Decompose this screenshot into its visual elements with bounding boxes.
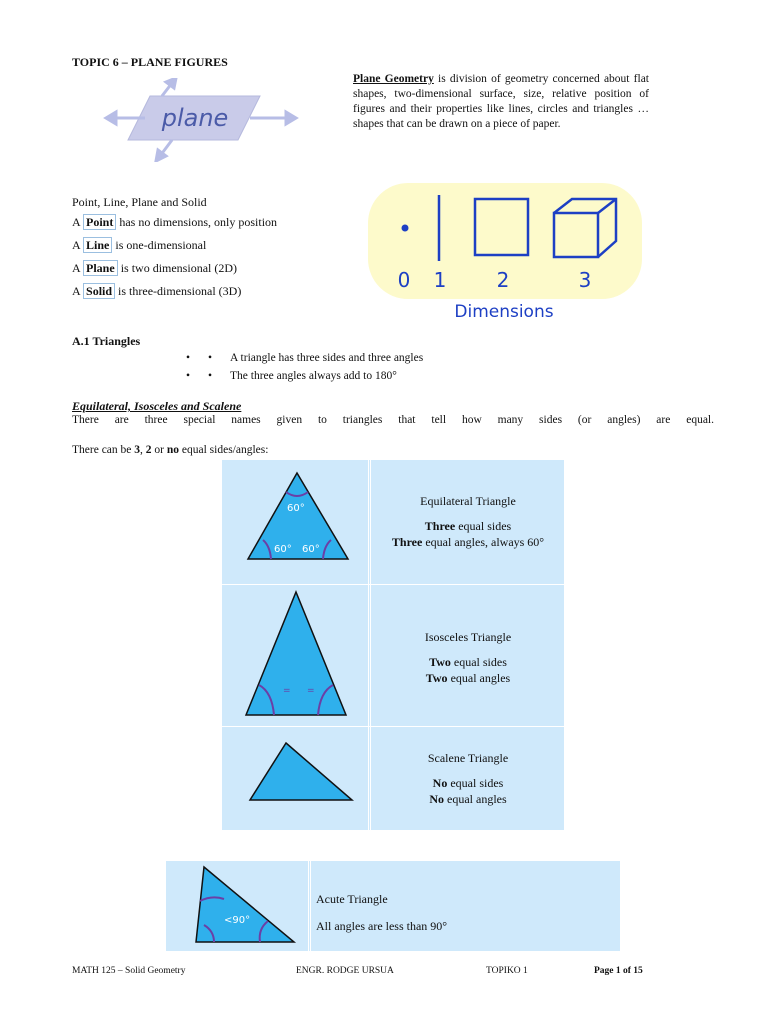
- dims-caption: Dimensions: [454, 302, 554, 322]
- acute-triangle-table: [166, 861, 620, 951]
- dim-label: 1: [433, 268, 447, 292]
- dims-heading: Point, Line, Plane and Solid: [72, 195, 207, 209]
- footer-topic: TOPIKO 1: [486, 966, 528, 976]
- svg-text:60°: 60°: [274, 544, 292, 555]
- point-mark: [402, 225, 409, 232]
- eis-heading: Equilateral, Isosceles and Scalene: [72, 399, 242, 413]
- dims-item: A Plane is two dimensional (2D): [72, 261, 238, 275]
- equilateral-triangle-icon: [246, 470, 354, 562]
- dims-item: A Solid is three-dimensional (3D): [72, 284, 242, 298]
- dim-label: 2: [496, 268, 510, 292]
- intro-paragraph: [353, 72, 649, 132]
- footer-page: Page 1 of 15: [594, 966, 643, 976]
- plane-graphic: [100, 78, 310, 162]
- eis-line: There can be 3, 2 or no equal sides/angles:: [72, 444, 269, 456]
- footer-course: MATH 125 – Solid Geometry: [72, 966, 186, 976]
- scalene-triangle-icon: [248, 740, 356, 804]
- topic-title: TOPIC 6 – PLANE FIGURES: [72, 55, 228, 69]
- footer-author: ENGR. RODGE URSUA: [296, 966, 394, 976]
- svg-text:=: =: [307, 686, 315, 696]
- list-item: • • A triangle has three sides and three angles: [186, 352, 424, 364]
- svg-text:=: =: [283, 686, 291, 696]
- triangles-heading: A.1 Triangles: [72, 334, 141, 348]
- table-row: [222, 726, 564, 831]
- dim-label: 0: [397, 268, 411, 292]
- svg-text:60°: 60°: [302, 544, 320, 555]
- acute-text: All angles are less than 90°: [316, 919, 448, 933]
- equilateral-desc: Equilateral Triangle Three equal sides Three equal angles, always 60°: [391, 494, 545, 549]
- svg-text:60°: 60°: [287, 503, 305, 514]
- isosceles-triangle-icon: [244, 589, 350, 719]
- dim-label: 3: [578, 268, 592, 292]
- dims-item: A Point has no dimensions, only position: [72, 215, 278, 229]
- table-row: [222, 584, 564, 727]
- dimensions-figure: [368, 183, 643, 323]
- acute-triangle-icon: [194, 865, 298, 945]
- table-row: [222, 460, 564, 584]
- dims-item: A Line is one-dimensional: [72, 238, 207, 252]
- isosceles-desc: Isosceles Triangle Two equal sides Two equal angles: [424, 630, 512, 685]
- intro-term: Plane Geometry: [353, 73, 434, 85]
- intro-text: is division of geometry concerned about flat shapes, two-dimensional surface, size, relative position of figures and their properties like lines, circles and triangles … shapes that can be drawn on a piece of paper.: [353, 73, 649, 130]
- triangle-bullets: [186, 349, 423, 385]
- svg-text:<90°: <90°: [224, 915, 251, 926]
- acute-name: Acute Triangle: [316, 892, 388, 906]
- dims-list: [72, 212, 352, 304]
- scalene-desc: Scalene Triangle No equal sides No equal angles: [427, 751, 509, 806]
- list-item: • • The three angles always add to 180°: [186, 370, 397, 382]
- plane-word: plane: [161, 104, 229, 132]
- triangle-types-table: [222, 460, 564, 830]
- eis-paragraph: There are three special names given to triangles that tell how many sides (or angles) are equal.: [72, 414, 714, 426]
